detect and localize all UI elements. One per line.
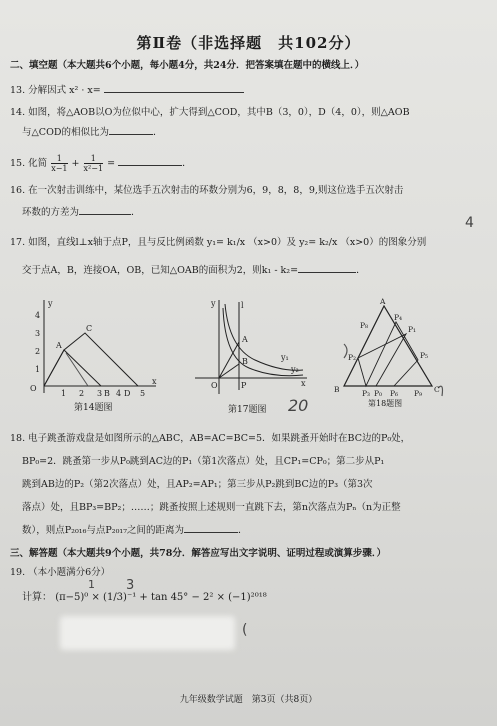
fig14-label-d: D — [124, 389, 131, 398]
fig14-tick-y3: 3 — [35, 329, 41, 338]
question-15-end: ． — [182, 158, 192, 169]
fig18-label-p0: P₀ — [374, 389, 383, 398]
question-15-label: 化简 — [28, 158, 48, 169]
fig18-label-p9: P₉ — [414, 389, 423, 398]
question-16-line-2 — [22, 207, 141, 219]
handwritten-mark-4: 4 — [465, 215, 474, 231]
fig17-segment-ob — [219, 364, 239, 378]
fraction-2-numerator: 1 — [84, 154, 104, 164]
question-18-end: ． — [238, 525, 248, 536]
fig18-label-p1: P₁ — [408, 325, 417, 334]
fraction-2-denominator: x²−1 — [83, 164, 104, 173]
question-13 — [10, 85, 244, 97]
handwritten-mark-3: 3 — [126, 578, 135, 593]
question-18-text-1: 电子跳蚤游戏盘是如图所示的△ABC，AB=AC=BC=5．如果跳蚤开始时在BC边的P₀处， — [28, 433, 411, 444]
answer-blank-13 — [104, 92, 244, 93]
figure-14-caption: 第14题图 — [74, 403, 113, 413]
fig14-label-b: B — [104, 389, 110, 398]
question-14-number: 14. — [10, 107, 26, 118]
fig18-label-p6: P₆ — [390, 389, 399, 398]
answer-blank-15 — [118, 165, 182, 166]
fig18-label-p3: P₃ — [362, 389, 371, 398]
plus-sign: + — [71, 158, 80, 169]
fig17-segment-oa — [219, 342, 239, 378]
question-18-line-4: 落点）处，且BP₃=BP₂；……；跳蚤按照上述规则一直跳下去，第n次落点为Pₙ（n为正整 — [22, 502, 401, 513]
fig18-hand-scribble-1 — [344, 344, 347, 358]
fig18-triangle-abc — [344, 306, 432, 386]
fig18-label-b: B — [334, 385, 340, 394]
question-19-expression — [22, 592, 267, 604]
fig14-label-x: x — [152, 377, 157, 386]
fig17-label-y: y — [211, 299, 216, 308]
fig14-tick-x1: 1 — [61, 389, 67, 398]
page-footer: 九年级数学试题 第3页（共8页） — [179, 695, 318, 705]
question-19-header — [10, 567, 110, 579]
question-14-end: ． — [152, 127, 163, 138]
question-14-line-1 — [10, 107, 410, 119]
question-15-number: 15. — [10, 158, 26, 169]
question-18-line-2: BP₀=2．跳蚤第一步从P₀跳到AC边的P₁（第1次落点）处，且CP₁=CP₀；第二步从P₁ — [22, 456, 385, 467]
fig17-label-p: P — [241, 381, 247, 390]
fig17-label-y2: y₂ — [291, 365, 299, 374]
equals-sign: = — [107, 158, 116, 169]
figure-14 — [28, 298, 158, 398]
fig17-label-a: A — [242, 335, 248, 344]
question-19-points: （本小题满分6分） — [28, 567, 111, 578]
question-17-text-2: 交于点A，B，连接OA，OB，已知△OAB的面积为2，则k₁ - k₂= — [22, 265, 299, 276]
fig18-label-p2: P₂ — [348, 353, 357, 362]
question-17-number: 17. — [10, 237, 26, 248]
question-16-number: 16. — [10, 185, 26, 196]
figure-18-caption: 第18题图 — [368, 399, 403, 408]
question-17-end: ． — [356, 265, 366, 276]
handwritten-mark-paren: ( — [242, 622, 248, 638]
fig14-tick-y2: 2 — [35, 347, 41, 356]
fig18-label-p4: P₄ — [394, 313, 403, 322]
section-3-heading: 三、解答题（本大题共9个小题，共78分．解答应写出文字说明、证明过程或演算步骤．） — [10, 548, 387, 559]
answer-blank-14 — [109, 134, 153, 135]
fraction-2 — [84, 154, 104, 173]
question-14-text-2: 与△COD的相似比为 — [22, 127, 109, 138]
question-15 — [10, 154, 192, 174]
question-19-formula: (π−5)⁰ × (1/3)⁻¹ + tan 45° − 2² × (−1)²⁰¹⁸ — [55, 592, 267, 603]
figure-18 — [330, 292, 450, 404]
question-13-number: 13. — [10, 85, 26, 96]
fraction-1-denominator: x−1 — [51, 164, 68, 173]
fig17-label-y1: y₁ — [281, 353, 289, 362]
question-19-label: 计算： — [22, 592, 52, 603]
handwritten-mark-1: 1 — [88, 578, 95, 591]
question-18-line-1 — [10, 433, 410, 445]
question-18-number: 18. — [10, 433, 26, 444]
answer-blank-17 — [298, 272, 356, 273]
fig14-label-y: y — [48, 299, 53, 308]
fig18-label-c: C — [434, 385, 440, 394]
fig17-label-b: B — [242, 357, 248, 366]
figure-17 — [195, 298, 310, 398]
fig17-label-o: O — [211, 381, 218, 390]
answer-blank-16 — [79, 214, 131, 215]
fig18-label-p8: P₈ — [360, 321, 369, 330]
fig17-curve-y1 — [225, 304, 303, 370]
handwritten-mark-20: 20 — [288, 396, 309, 415]
fraction-1 — [51, 154, 67, 173]
question-16-text-1: 在一次射击训练中，某位选手五次射击的环数分别为6，9，8，8，9,则这位选手五次射击 — [28, 185, 404, 196]
fig14-tick-x5: 5 — [140, 389, 146, 398]
question-17-line-2 — [22, 265, 366, 277]
erased-smudge — [60, 616, 235, 650]
answer-blank-18 — [184, 532, 238, 533]
question-14-text-1: 如图，将△AOB以O为位似中心，扩大得到△COD，其中B（3，0），D（4，0），则△AOB — [28, 107, 410, 118]
question-17-line-1 — [10, 237, 426, 249]
fig14-triangle-aob — [44, 350, 101, 386]
question-16-end: ． — [131, 207, 141, 218]
fig18-label-p5: P₅ — [420, 351, 429, 360]
question-17-text-1: 如图，直线l⊥x轴于点P，且与反比例函数 y₁= k₁/x （x>0）及 y₂= k₂/x （x>0）的图象分别 — [28, 237, 427, 248]
question-16-text-2: 环数的方差为 — [22, 207, 80, 218]
page-title: 第Ⅱ卷（非选择题 共102分） — [136, 34, 361, 52]
question-19-number: 19. — [10, 567, 26, 578]
section-2-heading: 二、填空题（本大题共6个小题，每小题4分，共24分．把答案填在题中的横线上．） — [10, 60, 365, 71]
fig14-tick-y4: 4 — [35, 311, 41, 320]
fig14-label-a: A — [56, 341, 62, 350]
fig18-label-a: A — [380, 297, 386, 306]
question-14-line-2 — [22, 127, 163, 139]
fig14-tick-x3: 3 — [97, 389, 103, 398]
fraction-1-numerator: 1 — [51, 154, 67, 164]
fig17-label-l: l — [241, 301, 244, 310]
fig14-tick-y1: 1 — [35, 365, 41, 374]
question-18-line-3: 跳到AB边的P₂（第2次落点）处，且AP₂=AP₁；第三步从P₂跳到BC边的P₃（第3次 — [22, 479, 373, 490]
fig14-label-c: C — [86, 324, 93, 333]
question-18-line-5 — [22, 525, 248, 537]
question-16-line-1 — [10, 185, 403, 197]
fig14-tick-x2: 2 — [79, 389, 85, 398]
fig14-label-o: O — [30, 384, 37, 393]
figure-17-caption: 第17题图 — [228, 405, 267, 415]
fig14-tick-x4: 4 — [116, 389, 122, 398]
fig17-label-x: x — [301, 379, 306, 388]
question-18-text-5: 数），则点P₂₀₁₆与点P₂₀₁₇之间的距离为 — [22, 525, 185, 536]
question-13-text: 分解因式 x² · x= — [28, 85, 101, 96]
